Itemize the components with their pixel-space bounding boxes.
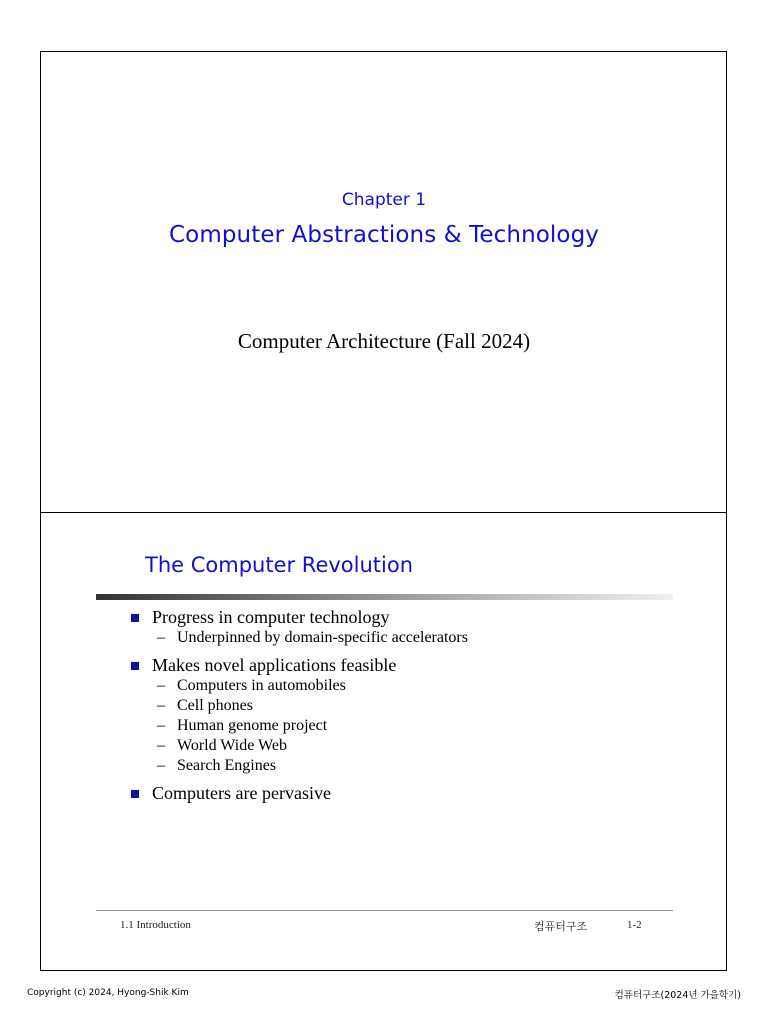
slide-page-number: 1-2 [627,919,642,931]
slide-footer-rule [96,910,673,911]
dash-bullet-icon: – [157,677,165,694]
dash-bullet-icon: – [157,629,165,646]
sub-bullet-item [130,696,690,716]
sub-bullet-item [130,716,690,736]
sub-bullet-text: Cell phones [177,697,253,714]
bullet-item [130,606,690,628]
bullet-list [130,604,690,804]
handout-title: 컴퓨터구조(2024년 가을학기) [614,990,741,1001]
square-bullet-icon [131,614,139,622]
sub-bullet-text: World Wide Web [177,737,287,754]
copyright-notice: Copyright (c) 2024, Hyong-Shik Kim [27,988,189,998]
sub-bullet-item [130,628,690,648]
dash-bullet-icon: – [157,737,165,754]
slide-title: The Computer Revolution [145,553,414,577]
sub-bullet-item [130,756,690,776]
square-bullet-icon [131,790,139,798]
chapter-title: Computer Abstractions & Technology [168,222,599,248]
dash-bullet-icon: – [157,697,165,714]
bullet-text: Makes novel applications feasible [152,655,397,675]
handout-frame [40,51,727,971]
bullet-text: Progress in computer technology [152,607,390,627]
dash-bullet-icon: – [157,717,165,734]
bullet-item [130,782,690,804]
slide-footer-section: 1.1 Introduction [120,919,191,931]
sub-bullet-text: Computers in automobiles [177,677,346,694]
bullet-item [130,654,690,676]
sub-bullet-text: Human genome project [177,717,328,734]
slide-footer-course: 컴퓨터구조 [534,920,588,933]
title-underline-bar [96,594,673,600]
sub-bullet-text: Underpinned by domain-specific accelerators [177,629,468,646]
bullet-text: Computers are pervasive [152,783,331,803]
course-name: Computer Architecture (Fall 2024) [237,329,531,353]
dash-bullet-icon: – [157,757,165,774]
slide-divider [40,512,727,513]
sub-bullet-text: Search Engines [177,757,277,774]
square-bullet-icon [131,662,139,670]
sub-bullet-item [130,736,690,756]
chapter-label: Chapter 1 [341,190,427,210]
sub-bullet-item [130,676,690,696]
